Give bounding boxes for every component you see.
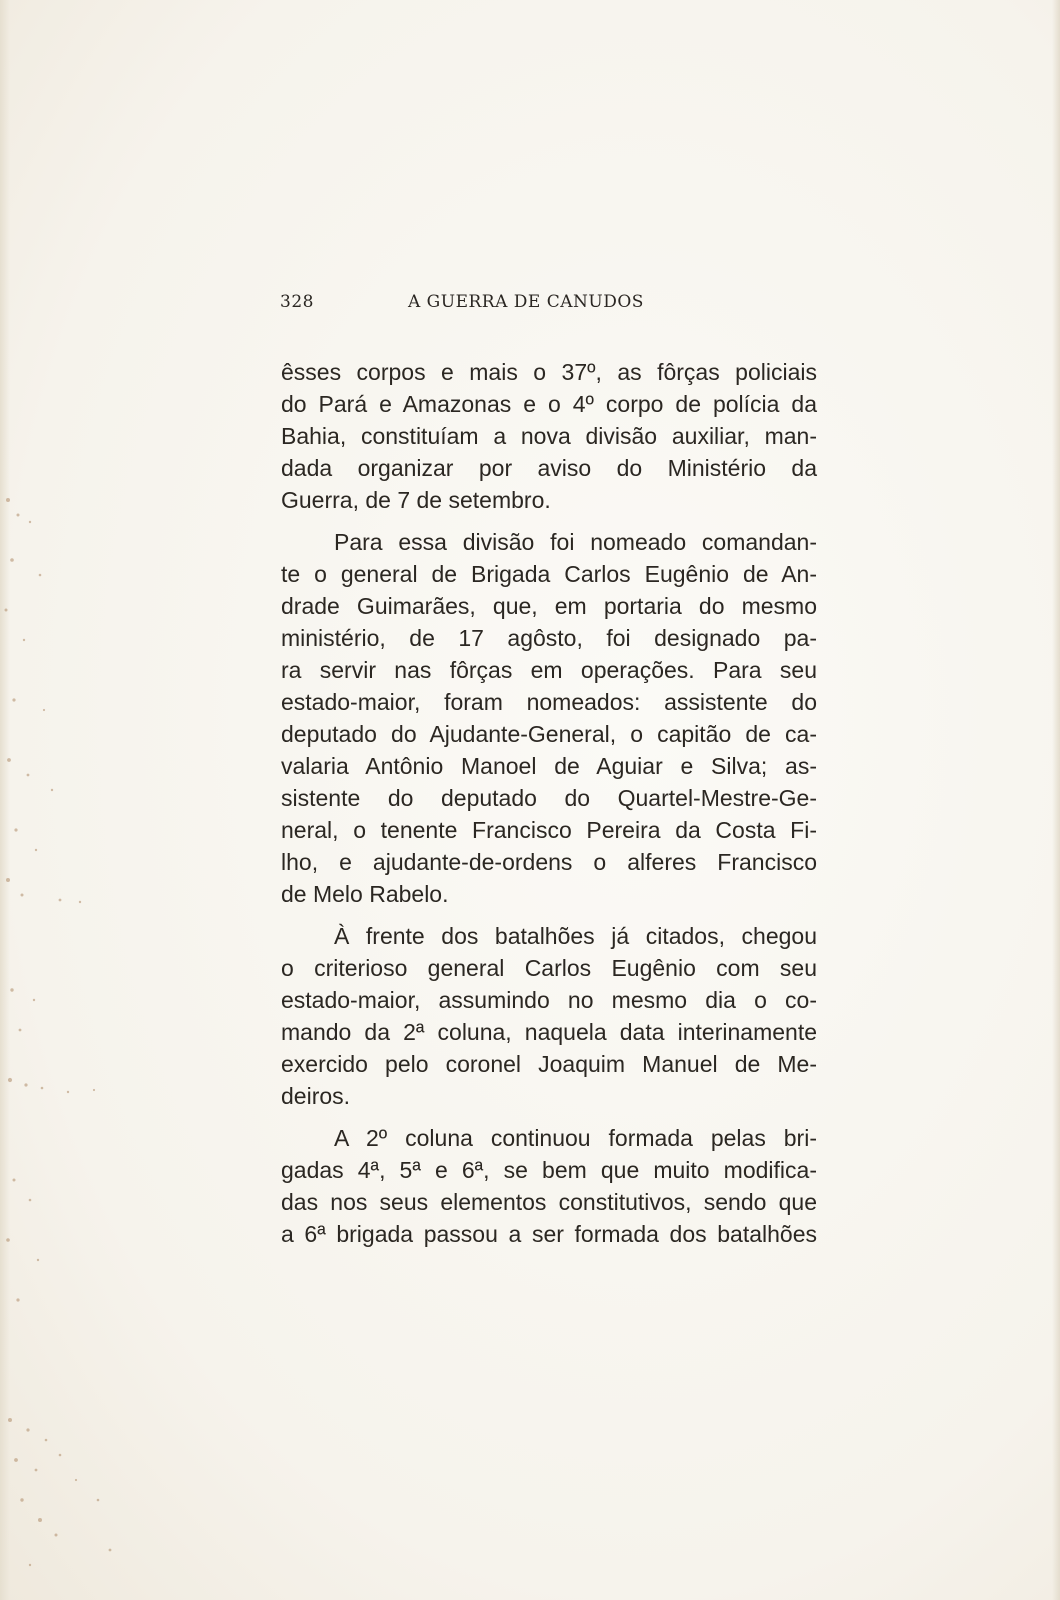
text-line: o criterioso general Carlos Eugênio com seu	[281, 955, 817, 981]
text-line: Para essa divisão foi nomeado comandan-	[334, 529, 817, 555]
text-line: deputado do Ajudante-General, o capitão de ca-	[281, 721, 817, 747]
text-line: sistente do deputado do Quartel-Mestre-Ge-	[281, 785, 817, 811]
text-line: exercido pelo coronel Joaquim Manuel de Me-	[281, 1051, 817, 1077]
text-line: valaria Antônio Manoel de Aguiar e Silva; as-	[281, 753, 817, 779]
text-line: neral, o tenente Francisco Pereira da Costa Fi-	[281, 817, 817, 843]
paragraph-1	[281, 356, 817, 516]
text-line: do Pará e Amazonas e o 4º corpo de polícia da	[281, 391, 817, 417]
text-line: das nos seus elementos constitutivos, sendo que	[281, 1189, 817, 1215]
text-line: a 6ª brigada passou a ser formada dos batalhões	[281, 1221, 817, 1247]
page-header	[280, 292, 800, 320]
text-line: Guerra, de 7 de setembro.	[281, 487, 551, 513]
foxing-stains	[0, 0, 120, 1600]
page-number: 328	[280, 292, 314, 312]
paragraph-3	[281, 920, 817, 1112]
text-line: deiros.	[281, 1083, 351, 1109]
text-line: drade Guimarães, que, em portaria do mesmo	[281, 593, 817, 619]
text-line: ministério, de 17 agôsto, foi designado pa-	[281, 625, 817, 651]
text-line: mando da 2ª coluna, naquela data interinamente	[281, 1019, 817, 1045]
body-text	[281, 356, 817, 1250]
text-line: êsses corpos e mais o 37º, as fôrças policiais	[281, 359, 817, 385]
paragraph-2	[281, 526, 817, 910]
text-line: estado-maior, assumindo no mesmo dia o co-	[281, 987, 817, 1013]
text-line: A 2º coluna continuou formada pelas bri-	[334, 1125, 817, 1151]
text-line: de Melo Rabelo.	[281, 881, 449, 907]
text-line: À frente dos batalhões já citados, chegou	[334, 923, 817, 949]
text-line: estado-maior, foram nomeados: assistente do	[281, 689, 817, 715]
running-title: A GUERRA DE CANUDOS	[408, 292, 644, 312]
text-line: dada organizar por aviso do Ministério da	[281, 455, 817, 481]
page-right-edge	[1052, 0, 1060, 1600]
text-line: gadas 4ª, 5ª e 6ª, se bem que muito modifica-	[281, 1157, 817, 1183]
paragraph-4	[281, 1122, 817, 1250]
text-line: te o general de Brigada Carlos Eugênio de An-	[281, 561, 817, 587]
text-line: lho, e ajudante-de-ordens o alferes Francisco	[281, 849, 817, 875]
text-line: ra servir nas fôrças em operações. Para seu	[281, 657, 817, 683]
text-line: Bahia, constituíam a nova divisão auxiliar, man-	[281, 423, 817, 449]
